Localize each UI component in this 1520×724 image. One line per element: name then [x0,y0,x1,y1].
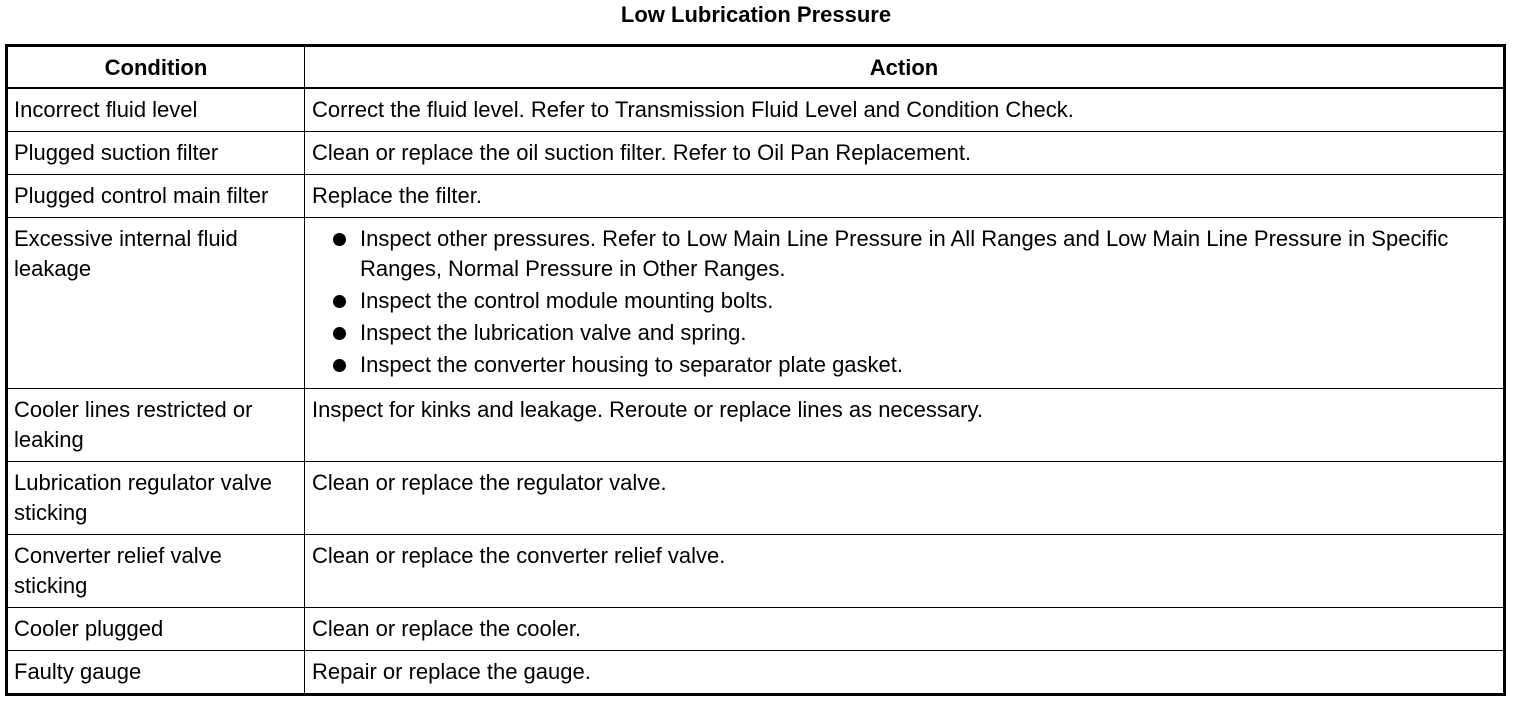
table-row [7,535,1505,608]
condition-cell: Excessive internal fluid leakage [7,218,305,389]
action-bullet-item [312,318,1497,348]
action-cell: Clean or replace the converter relief valve. [305,535,1505,608]
table-row [7,218,1505,389]
action-bullet-list [312,224,1497,380]
bullet-text: Inspect the lubrication valve and spring. [360,320,747,345]
condition-cell: Plugged suction filter [7,132,305,175]
action-cell: Inspect for kinks and leakage. Reroute or replace lines as necessary. [305,389,1505,462]
condition-cell: Faulty gauge [7,651,305,695]
table-row [7,175,1505,218]
condition-cell: Lubrication regulator valve sticking [7,462,305,535]
column-header-action: Action [305,46,1505,89]
action-cell: Replace the filter. [305,175,1505,218]
header-row [7,46,1505,89]
page-title: Low Lubrication Pressure [620,2,892,27]
bullet-icon [333,359,346,372]
action-cell: Clean or replace the oil suction filter. Refer to Oil Pan Replacement. [305,132,1505,175]
action-cell [305,218,1505,389]
condition-cell: Incorrect fluid level [7,88,305,132]
diagnosis-table [5,44,1506,696]
bullet-icon [333,233,346,246]
bullet-icon [333,295,346,308]
bullet-text: Inspect other pressures. Refer to Low Main Line Pressure in All Ranges and Low Main Line Pressure in Specific Ranges, Normal Pressure in Other Ranges. [360,226,1449,281]
action-cell: Repair or replace the gauge. [305,651,1505,695]
table-row [7,462,1505,535]
table-row [7,389,1505,462]
condition-cell: Cooler lines restricted or leaking [7,389,305,462]
table-row [7,88,1505,132]
bullet-text: Inspect the control module mounting bolts. [360,288,774,313]
condition-cell: Plugged control main filter [7,175,305,218]
action-bullet-item [312,224,1497,284]
condition-cell: Cooler plugged [7,608,305,651]
action-cell: Correct the fluid level. Refer to Transmission Fluid Level and Condition Check. [305,88,1505,132]
table-row [7,651,1505,695]
bullet-text: Inspect the converter housing to separator plate gasket. [360,352,903,377]
table-row [7,132,1505,175]
condition-cell: Converter relief valve sticking [7,535,305,608]
column-header-condition: Condition [7,46,305,89]
bullet-icon [333,327,346,340]
table-row [7,608,1505,651]
action-cell: Clean or replace the regulator valve. [305,462,1505,535]
action-bullet-item [312,286,1497,316]
action-cell: Clean or replace the cooler. [305,608,1505,651]
action-bullet-item [312,350,1497,380]
